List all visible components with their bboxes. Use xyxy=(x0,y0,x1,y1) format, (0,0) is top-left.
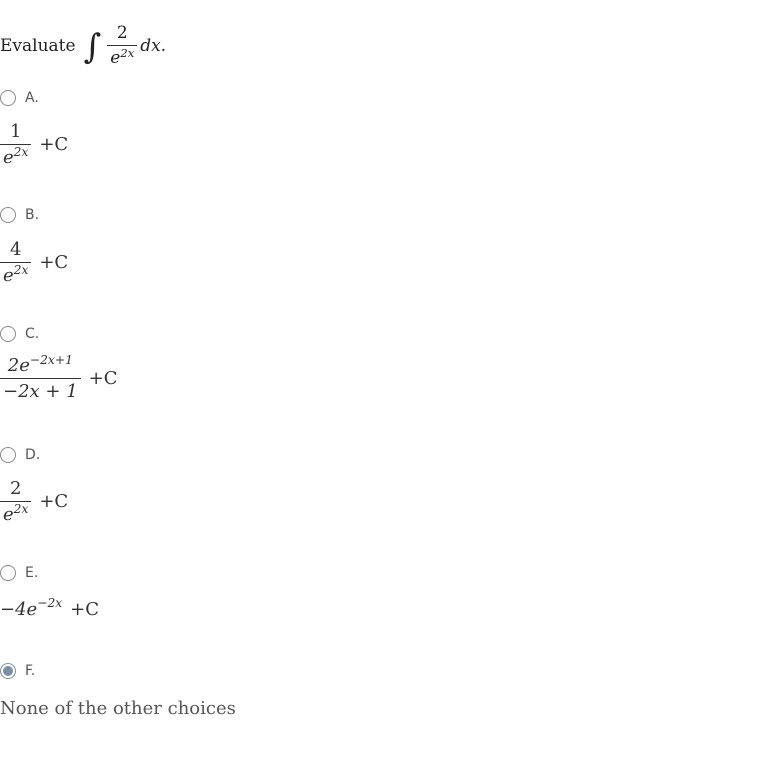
choice-e-answer xyxy=(0,595,99,620)
question-prompt xyxy=(0,22,166,70)
choice-a-option[interactable] xyxy=(0,88,39,108)
choice-b-letter: B. xyxy=(25,207,40,223)
choice-d-option[interactable] xyxy=(0,445,40,465)
choice-a-radio[interactable] xyxy=(0,90,16,106)
choice-c-fraction: $\frac{2e^{-2x+1}}{-2x + 1}$ xyxy=(0,356,81,402)
choice-e-base: −4e xyxy=(0,599,38,620)
choice-c-letter: C. xyxy=(25,326,40,342)
choice-b-answer xyxy=(0,240,68,286)
choice-f-radio[interactable] xyxy=(0,663,16,679)
choice-c-answer xyxy=(0,353,118,402)
question-prefix: Evaluate xyxy=(0,36,76,56)
choice-e-letter: E. xyxy=(25,565,39,581)
choice-e-exp: −2x xyxy=(37,595,63,610)
choice-c-radio[interactable] xyxy=(0,326,16,342)
choice-a-letter: A. xyxy=(25,90,39,106)
choice-f-letter: F. xyxy=(25,663,36,679)
question-denominator: $e^{2x}$ xyxy=(107,45,137,68)
choice-d-letter: D. xyxy=(25,447,41,463)
choice-b-option[interactable] xyxy=(0,205,39,225)
choice-b-radio[interactable] xyxy=(0,207,16,223)
choice-e-radio[interactable] xyxy=(0,565,16,581)
choice-c-tail: +C xyxy=(88,368,118,390)
question-suffix: dx. xyxy=(140,36,167,56)
choice-e-tail: +C xyxy=(70,599,99,620)
choice-a-fraction: $\frac{1}{e^{2x}}$ xyxy=(0,122,31,168)
choice-d-radio[interactable] xyxy=(0,447,16,463)
choice-b-tail: +C xyxy=(39,252,69,274)
choice-d-tail: +C xyxy=(39,491,69,513)
choice-a-answer xyxy=(0,122,68,168)
choice-f-option[interactable] xyxy=(0,661,35,681)
choice-d-answer xyxy=(0,479,68,525)
choice-b-fraction: $\frac{4}{e^{2x}}$ xyxy=(0,240,31,286)
choice-a-tail: +C xyxy=(39,134,69,156)
choice-f-answer: None of the other choices xyxy=(0,698,236,719)
choice-c-option[interactable] xyxy=(0,324,39,344)
question-fraction xyxy=(107,24,137,67)
integral-sign: ∫ xyxy=(83,27,102,67)
choice-d-fraction: $\frac{2}{e^{2x}}$ xyxy=(0,479,31,525)
choice-e-option[interactable] xyxy=(0,563,38,583)
question-numerator: 2 xyxy=(116,23,128,44)
